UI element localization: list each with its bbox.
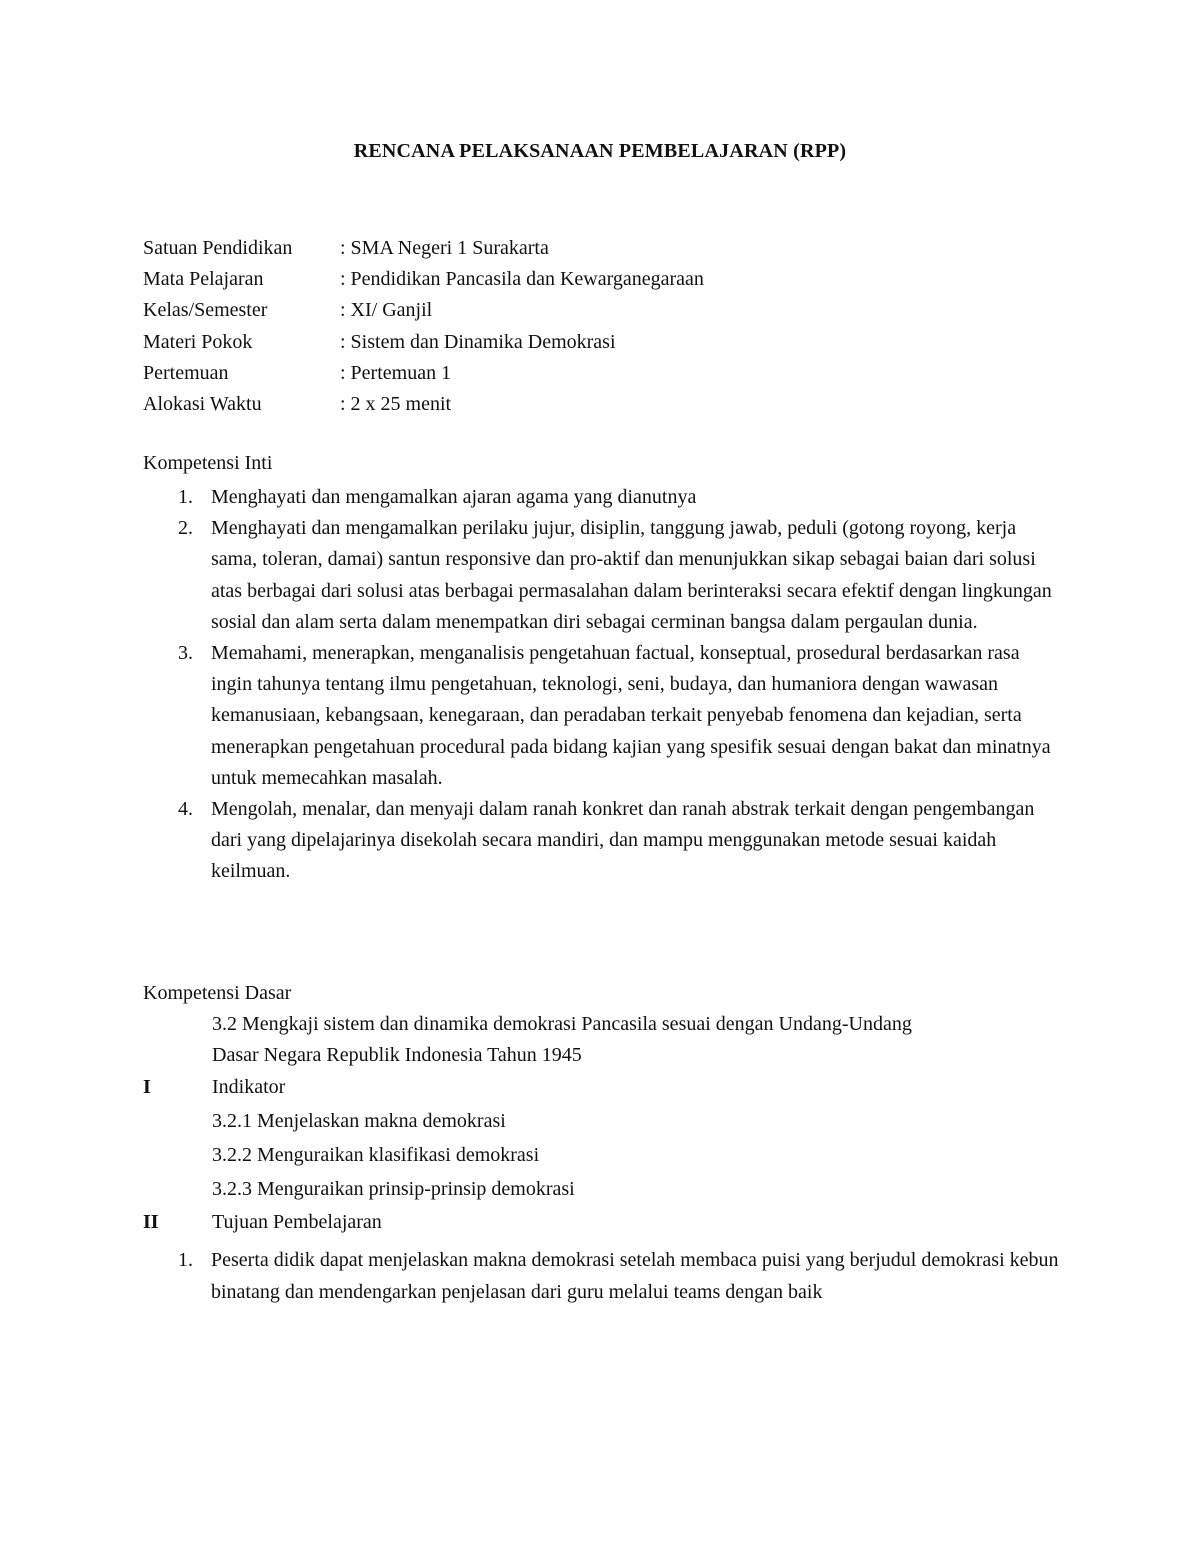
meta-value: : Pertemuan 1 — [340, 361, 452, 384]
meta-row — [143, 358, 704, 389]
meta-row — [143, 389, 704, 420]
list-text: Peserta didik dapat menjelaskan makna demokrasi setelah membaca puisi yang berjudul demokrasi kebun binatang dan mendengarkan penjelasan dari guru melalui teams dengan baik — [211, 1249, 1059, 1303]
tujuan-list — [143, 1244, 1073, 1308]
kompetensi-inti-list — [143, 482, 1073, 888]
kompetensi-dasar-text: 3.2 Mengkaji sistem dan dinamika demokrasi Pancasila sesuai dengan Undang-Undang — [212, 1013, 912, 1035]
section-numeral-i: I — [143, 1076, 151, 1098]
meta-label: Kelas/Semester — [143, 299, 268, 322]
meta-label: Materi Pokok — [143, 330, 253, 353]
meta-row — [143, 264, 704, 295]
meta-label: Satuan Pendidikan — [143, 237, 293, 259]
list-item — [143, 482, 1073, 513]
meta-row — [143, 233, 704, 264]
meta-label: Pertemuan — [143, 361, 229, 384]
list-item — [143, 794, 1073, 888]
meta-value: : Sistem dan Dinamika Demokrasi — [340, 330, 616, 353]
kompetensi-dasar-text-cont: Dasar Negara Republik Indonesia Tahun 1945 — [212, 1044, 582, 1066]
meta-value: : 2 x 25 menit — [340, 393, 452, 416]
kompetensi-dasar-heading: Kompetensi Dasar — [143, 982, 292, 1004]
meta-label: Mata Pelajaran — [143, 268, 264, 291]
indikator-item: 3.2.2 Menguraikan klasifikasi demokrasi — [212, 1144, 540, 1166]
list-number: 1. — [178, 1249, 193, 1271]
indikator-heading: Indikator — [212, 1076, 286, 1098]
meta-value: : XI/ Ganjil — [340, 299, 433, 322]
meta-row — [143, 327, 704, 358]
list-text: Mengolah, menalar, dan menyaji dalam ranah konkret dan ranah abstrak terkait dengan pengembangan dari yang dipelajarinya disekolah secara mandiri, dan mampu menggunakan metode sesuai kaidah keilmuan. — [211, 798, 1035, 883]
list-number: 3. — [178, 642, 193, 665]
list-item — [143, 1244, 1073, 1308]
meta-label: Alokasi Waktu — [143, 393, 262, 416]
section-numeral-ii: II — [143, 1211, 159, 1233]
indikator-item: 3.2.3 Menguraikan prinsip-prinsip demokrasi — [212, 1178, 575, 1200]
identity-table — [143, 233, 704, 420]
list-text: Menghayati dan mengamalkan ajaran agama yang dianutnya — [211, 486, 697, 508]
list-item — [143, 513, 1073, 638]
document-title: RENCANA PELAKSANAAN PEMBELAJARAN (RPP) — [353, 140, 847, 162]
list-item — [143, 638, 1073, 794]
kompetensi-inti-heading: Kompetensi Inti — [143, 452, 273, 474]
list-number: 1. — [178, 486, 193, 508]
indikator-item: 3.2.1 Menjelaskan makna demokrasi — [212, 1110, 506, 1132]
meta-value: : SMA Negeri 1 Surakarta — [340, 237, 549, 259]
list-number: 2. — [178, 517, 193, 540]
list-text: Menghayati dan mengamalkan perilaku jujur, disiplin, tanggung jawab, peduli (gotong royong, kerja sama, toleran, damai) santun responsive dan pro-aktif dan menunjukkan sikap sebagai baian dari solusi atas berbagai dari solusi atas berbagai permasalahan dalam berinteraksi secara efektif dengan lingkungan sosial dan alam serta dalam menempatkan diri sebagai cerminan bangsa dalam pergaulan dunia. — [211, 517, 1052, 633]
list-text: Memahami, menerapkan, menganalisis pengetahuan factual, konseptual, prosedural berdasarkan rasa ingin tahunya tentang ilmu pengetahuan, teknologi, seni, budaya, dan humaniora dengan wawasan kemanusiaan, kebangsaan, kenegaraan, dan peradaban terkait penyebab fenomena dan kejadian, serta menerapkan pengetahuan procedural pada bidang kajian yang spesifik sesuai dengan bakat dan minatnya untuk memecahkan masalah. — [211, 642, 1051, 789]
list-number: 4. — [178, 798, 193, 821]
tujuan-heading: Tujuan Pembelajaran — [212, 1211, 382, 1233]
meta-value: : Pendidikan Pancasila dan Kewarganegaraan — [340, 268, 704, 291]
meta-row — [143, 295, 704, 326]
